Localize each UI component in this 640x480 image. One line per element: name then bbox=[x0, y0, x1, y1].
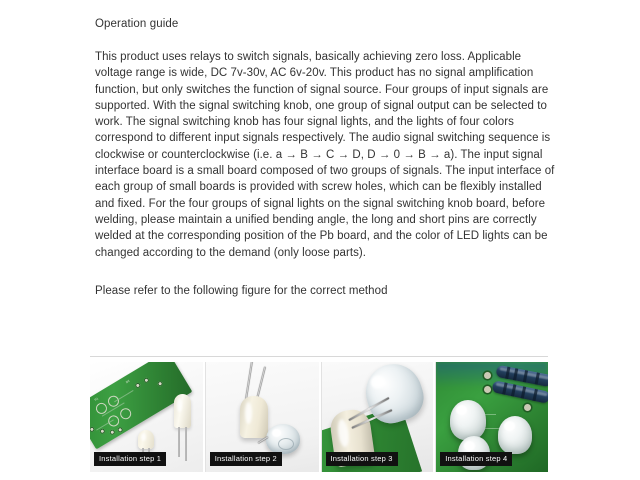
panel-caption: Installation step 3 bbox=[326, 452, 398, 467]
installation-step-3-photo bbox=[321, 362, 434, 472]
pcb-board-graphic: R1 D2 bbox=[90, 362, 192, 449]
description-paragraph: This product uses relays to switch signals, basically achieving zero loss. Applicable voltage range is wide, DC 7v-30v, AC 6v-20v. This product has no signal amplification function, but only switches the function of signal source. Four groups of input signals are supported. With the signal switching knob, one group of signal output can be selected to work. The signal switching knob has four signal lights, and the lights of four colors correspond to different input signals respectively. The audio signal switching sequence is clockwise or counterclockwise (i.e. a → B → C → D, D → 0 → B → a). The input signal interface board is a small board composed of two groups of signals. The input interface of each group of small boards is provided with screw holes, which can be flexibly installed and fixed. For the four groups of signal lights on the signal switching knob board, before welding, please maintain a unified bending angle, the long and short pins are correctly welded at the corresponding position of the Pb board, and the color of LED lights can be changed according to the demand (only loose parts). bbox=[95, 51, 555, 259]
installation-step-4-photo bbox=[435, 362, 548, 472]
page-title: Operation guide bbox=[95, 18, 179, 30]
text-column bbox=[95, 17, 557, 299]
panel-caption: Installation step 1 bbox=[94, 452, 166, 467]
tall-led-graphic bbox=[174, 394, 191, 428]
installation-step-panels bbox=[90, 362, 548, 472]
small-led-graphic bbox=[138, 430, 154, 449]
mounted-led-graphic bbox=[450, 400, 486, 440]
installation-step-2-photo bbox=[205, 362, 319, 472]
installation-figure bbox=[90, 356, 548, 472]
figure-divider bbox=[90, 356, 548, 357]
panel-caption: Installation step 2 bbox=[210, 452, 282, 467]
panel-caption: Installation step 4 bbox=[440, 452, 512, 467]
clear-led-graphic bbox=[266, 424, 300, 454]
closing-note: Please refer to the following figure for the correct method bbox=[95, 284, 388, 297]
mounted-led-graphic bbox=[498, 416, 532, 454]
diffused-led-graphic bbox=[240, 396, 268, 438]
installation-step-1-photo bbox=[90, 362, 203, 472]
